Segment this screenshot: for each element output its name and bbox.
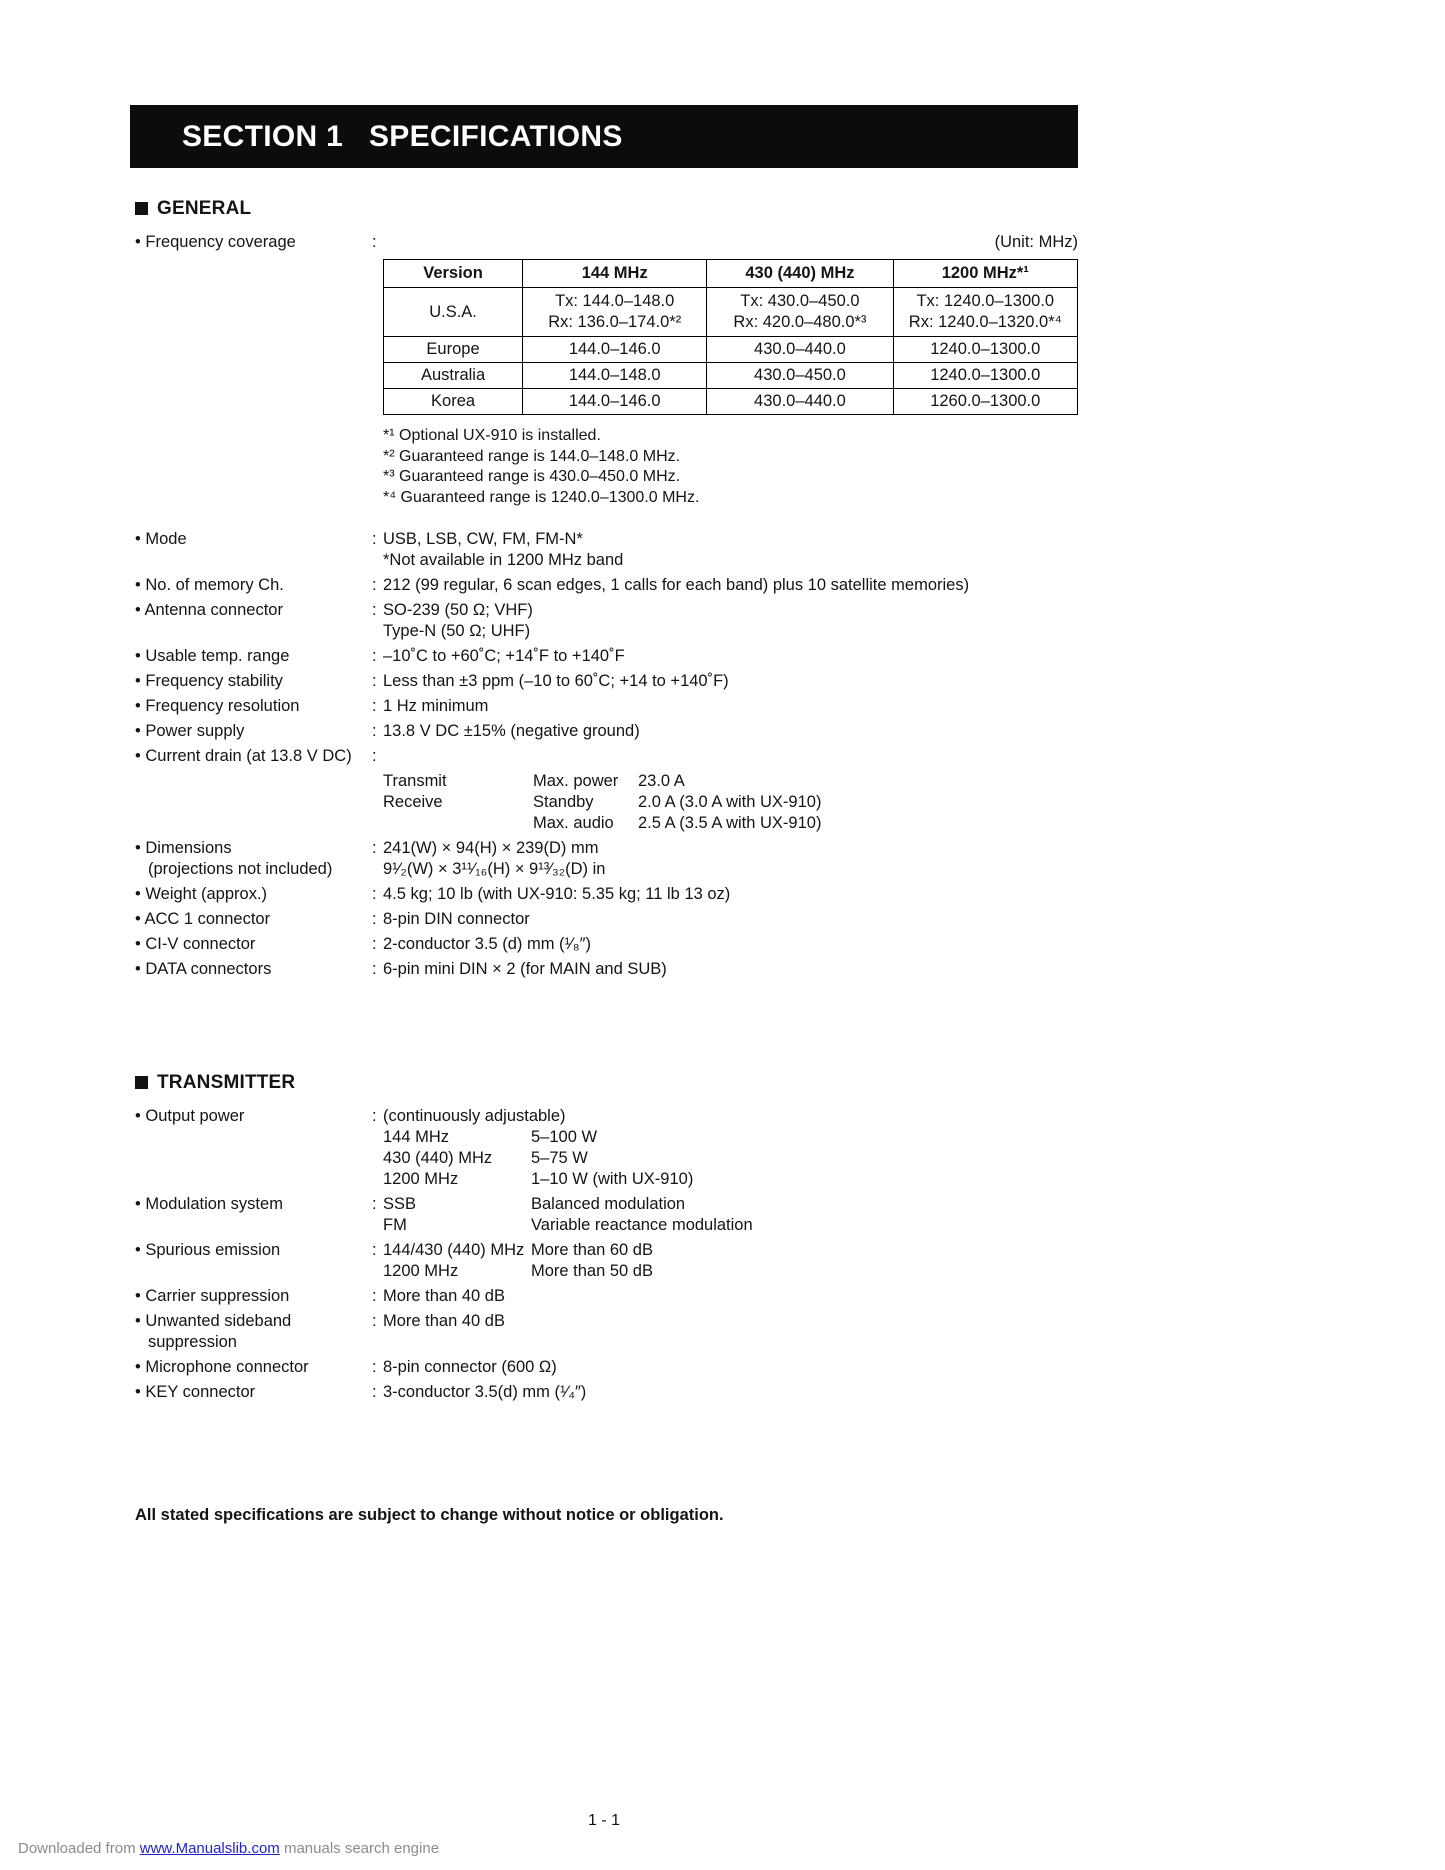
spec-frequency-coverage: [135, 232, 1078, 253]
section-title: SECTION 1 SPECIFICATIONS: [182, 119, 623, 153]
spec-value: More than 40 dB: [383, 1287, 505, 1305]
transmitter-heading: [135, 1072, 1078, 1093]
spec-label: • CI-V connector: [135, 934, 372, 955]
method: Balanced modulation: [531, 1195, 686, 1213]
cell-version: Europe: [384, 337, 523, 363]
download-footer: [18, 1840, 439, 1857]
colon: [372, 909, 383, 930]
mode: SSB: [383, 1195, 417, 1213]
spec-value: 3-conductor 3.5(d) mm (¹⁄₄″): [383, 1383, 587, 1401]
table-footnotes: [383, 426, 1078, 508]
spec-label: • Microphone connector: [135, 1357, 372, 1378]
spec-label: • Frequency resolution: [135, 696, 372, 717]
spec-label: • Antenna connector: [135, 600, 372, 621]
cell-430: 430.0–440.0: [707, 389, 893, 415]
spec-label: • Weight (approx.): [135, 884, 372, 905]
cell-1200: 1260.0–1300.0: [893, 389, 1077, 415]
cell-144: 144.0–146.0: [523, 337, 707, 363]
spec-label: • Dimensions: [135, 838, 372, 859]
band: 1200 MHz: [383, 1262, 459, 1280]
drain-value: 2.5 A (3.5 A with UX-910): [638, 814, 822, 832]
band: 1200 MHz: [383, 1170, 459, 1188]
spec-value: –10˚C to +60˚C; +14˚F to +140˚F: [383, 647, 625, 665]
footnote-2: *² Guaranteed range is 144.0–148.0 MHz.: [383, 447, 681, 465]
drain-condition: Max. power: [533, 772, 619, 790]
colon: [372, 884, 383, 905]
footer-suffix: manuals search engine: [279, 1840, 440, 1857]
colon: [372, 1194, 383, 1236]
spec-microphone-connector: [135, 1357, 1078, 1378]
drain-condition: Standby: [533, 793, 594, 811]
level: More than 60 dB: [531, 1241, 653, 1259]
power: 1–10 W (with UX-910): [531, 1170, 694, 1188]
spec-power-supply: [135, 721, 1078, 742]
cell-144: 144.0–148.0: [523, 363, 707, 389]
spec-key-connector: [135, 1382, 1078, 1403]
spec-value: 6-pin mini DIN × 2 (for MAIN and SUB): [383, 960, 667, 978]
colon: [372, 721, 383, 742]
spec-value: 4.5 kg; 10 lb (with UX-910: 5.35 kg; 11 lb 13 oz): [383, 885, 731, 903]
cell-version: U.S.A.: [384, 288, 523, 337]
colon: [372, 934, 383, 955]
spec-label: • Output power: [135, 1106, 372, 1127]
cell-version: Korea: [384, 389, 523, 415]
transmitter-heading-label: TRANSMITTER: [157, 1072, 296, 1093]
cell-430: 430.0–450.0: [707, 363, 893, 389]
cell-1200: 1240.0–1300.0: [893, 363, 1077, 389]
drain-value: 23.0 A: [638, 772, 685, 790]
page-content: [135, 198, 1078, 1526]
col-header-1200: 1200 MHz*¹: [893, 260, 1077, 288]
spurious-table: [383, 1240, 1078, 1282]
colon: [372, 838, 383, 880]
drain-mode: Receive: [383, 793, 443, 811]
spec-output-power: [135, 1106, 1078, 1190]
spec-label: • Unwanted sideband: [135, 1311, 372, 1332]
current-drain-table: [383, 771, 1078, 834]
spec-frequency-stability: [135, 671, 1078, 692]
drain-mode: [383, 813, 533, 834]
method: Variable reactance modulation: [531, 1216, 753, 1234]
spec-label: • Current drain (at 13.8 V DC): [135, 746, 372, 767]
spec-value: (continuously adjustable): [383, 1107, 566, 1125]
manualslib-link[interactable]: www.Manualslib.com: [139, 1840, 280, 1857]
cell-144: 144.0–146.0: [523, 389, 707, 415]
spec-value: 212 (99 regular, 6 scan edges, 1 calls for each band) plus 10 satellite memories): [383, 576, 970, 594]
frequency-coverage-table: [383, 259, 1078, 415]
spec-value: SO-239 (50 Ω; VHF): [383, 601, 533, 619]
spec-value: More than 40 dB: [383, 1312, 505, 1330]
table-header-row: [384, 260, 1078, 288]
spec-label: • DATA connectors: [135, 959, 372, 980]
cell-1200: Tx: 1240.0–1300.0 Rx: 1240.0–1320.0*⁴: [893, 288, 1077, 337]
band: 430 (440) MHz: [383, 1149, 493, 1167]
col-header-430: 430 (440) MHz: [707, 260, 893, 288]
table-row-usa: [384, 288, 1078, 337]
spec-antenna-connector: [135, 600, 1078, 642]
colon: [372, 959, 383, 980]
colon: [372, 1286, 383, 1307]
unit-note: (Unit: MHz): [994, 233, 1078, 251]
band: 144/430 (440) MHz: [383, 1241, 525, 1259]
spec-mode: [135, 529, 1078, 571]
spec-label: • Mode: [135, 529, 372, 550]
spec-memory-channels: [135, 575, 1078, 596]
spec-value: 8-pin DIN connector: [383, 910, 530, 928]
spec-carrier-suppression: [135, 1286, 1078, 1307]
spec-frequency-resolution: [135, 696, 1078, 717]
drain-condition: Max. audio: [533, 814, 614, 832]
spec-label: • ACC 1 connector: [135, 909, 372, 930]
spec-label: • KEY connector: [135, 1382, 372, 1403]
colon: [372, 232, 383, 253]
colon: [372, 575, 383, 596]
footnote-4: *⁴ Guaranteed range is 1240.0–1300.0 MHz.: [383, 488, 700, 506]
section-title-bar: [130, 105, 1078, 168]
spec-unwanted-sideband: [135, 1311, 1078, 1353]
colon: [372, 646, 383, 667]
spec-value-line2: Type-N (50 Ω; UHF): [383, 622, 531, 640]
col-header-144: 144 MHz: [523, 260, 707, 288]
general-heading-label: GENERAL: [157, 198, 252, 219]
cell-version: Australia: [384, 363, 523, 389]
spec-spurious-emission: [135, 1240, 1078, 1282]
spec-modulation-system: [135, 1194, 1078, 1236]
spec-value: 2-conductor 3.5 (d) mm (¹⁄₈″): [383, 935, 591, 953]
spec-usable-temp-range: [135, 646, 1078, 667]
spec-label: • Frequency stability: [135, 671, 372, 692]
spec-label: • Spurious emission: [135, 1240, 372, 1261]
spec-value: 13.8 V DC ±15% (negative ground): [383, 722, 640, 740]
spec-acc1-connector: [135, 909, 1078, 930]
colon: [372, 1240, 383, 1282]
spec-value: Less than ±3 ppm (–10 to 60˚C; +14 to +140˚F): [383, 672, 729, 690]
spec-dimensions: [135, 838, 1078, 880]
colon: [372, 696, 383, 717]
colon: [372, 1106, 383, 1190]
spec-label: • Carrier suppression: [135, 1286, 372, 1307]
colon: [372, 671, 383, 692]
table-row-australia: [384, 363, 1078, 389]
colon: [372, 746, 383, 767]
spec-value-line2: 9¹⁄₂(W) × 3¹¹⁄₁₆(H) × 9¹³⁄₃₂(D) in: [383, 860, 606, 878]
col-header-version: Version: [384, 260, 523, 288]
colon: [372, 1357, 383, 1378]
footer-prefix: Downloaded from: [18, 1840, 140, 1857]
spec-label: • Frequency coverage: [135, 232, 372, 253]
spec-label-line2: (projections not included): [148, 860, 333, 878]
spec-value: USB, LSB, CW, FM, FM-N*: [383, 530, 583, 548]
mode: FM: [383, 1216, 407, 1234]
power: 5–75 W: [531, 1149, 588, 1167]
colon: [372, 529, 383, 571]
square-bullet-icon: [135, 202, 148, 215]
footnote-3: *³ Guaranteed range is 430.0–450.0 MHz.: [383, 468, 681, 485]
modulation-table: [383, 1194, 1078, 1236]
spec-value: 1 Hz minimum: [383, 697, 489, 715]
change-disclaimer: All stated specifications are subject to change without notice or obligation.: [135, 1506, 724, 1524]
spec-label: • No. of memory Ch.: [135, 575, 372, 596]
spec-value: 241(W) × 94(H) × 239(D) mm: [383, 839, 599, 857]
spec-current-drain: [135, 746, 1078, 767]
cell-430: 430.0–440.0: [707, 337, 893, 363]
colon: [372, 600, 383, 642]
square-bullet-icon: [135, 1076, 148, 1089]
cell-430: Tx: 430.0–450.0 Rx: 420.0–480.0*³: [707, 288, 893, 337]
colon: [372, 1382, 383, 1403]
drain-value: 2.0 A (3.0 A with UX-910): [638, 793, 822, 811]
spec-label-line2: suppression: [148, 1333, 237, 1351]
spec-value: 8-pin connector (600 Ω): [383, 1358, 557, 1376]
drain-mode: Transmit: [383, 772, 447, 790]
footnote-1: *¹ Optional UX-910 is installed.: [383, 427, 601, 444]
spec-value-note: *Not available in 1200 MHz band: [383, 551, 624, 569]
band: 144 MHz: [383, 1128, 450, 1146]
table-row-korea: [384, 389, 1078, 415]
power: 5–100 W: [531, 1128, 598, 1146]
spec-label: • Usable temp. range: [135, 646, 372, 667]
spec-data-connectors: [135, 959, 1078, 980]
spec-civ-connector: [135, 934, 1078, 955]
colon: [372, 1311, 383, 1353]
spec-weight: [135, 884, 1078, 905]
level: More than 50 dB: [531, 1262, 653, 1280]
general-heading: [135, 198, 1078, 219]
output-power-table: [383, 1127, 1078, 1190]
cell-1200: 1240.0–1300.0: [893, 337, 1077, 363]
spec-label: • Modulation system: [135, 1194, 372, 1215]
cell-144: Tx: 144.0–148.0 Rx: 136.0–174.0*²: [523, 288, 707, 337]
table-row-europe: [384, 337, 1078, 363]
page-number: 1 - 1: [587, 1812, 620, 1829]
spec-label: • Power supply: [135, 721, 372, 742]
